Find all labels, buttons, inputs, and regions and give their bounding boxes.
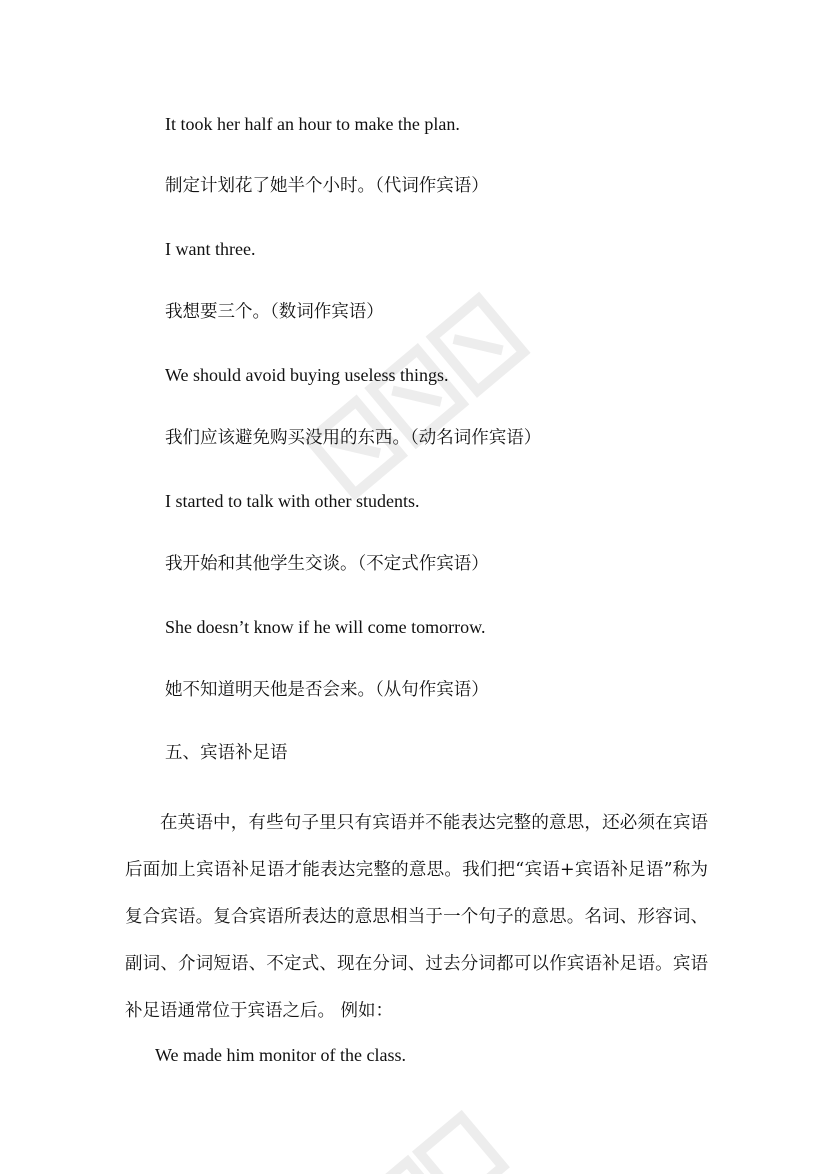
example-sentence-zh: 我开始和其他学生交谈。（不定式作宾语）: [165, 554, 489, 574]
example-sentence-en: I started to talk with other students.: [165, 491, 420, 511]
example-sentence-zh: 我们应该避免购买没用的东西。（动名词作宾语）: [165, 428, 542, 448]
example-sentence-zh: 她不知道明天他是否会来。（从句作宾语）: [165, 680, 489, 700]
section-heading: 五、宾语补足语: [165, 743, 288, 763]
body-paragraph: 在英语中，有些句子里只有宾语并不能表达完整的意思，还必须在宾语后面加上宾语补足语才能表达完整的意思。我们把“宾语+宾语补足语”称为复合宾语。复合宾语所表达的意思相当于一个句子的意思。名词、形容词、副词、介词短语、不定式、现在分词、过去分词都可以作宾语补足语。宾语补足语通常位于宾语之后。 例如：: [125, 813, 708, 1021]
example-sentence-en: We should avoid buying useless things.: [165, 365, 449, 385]
example-sentence-zh: 制定计划花了她半个小时。（代词作宾语）: [165, 176, 489, 196]
example-sentence-en: I want three.: [165, 239, 256, 259]
example-sentence-zh: 我想要三个。（数词作宾语）: [165, 302, 384, 322]
example-sentence-en: We made him monitor of the class.: [155, 1045, 406, 1065]
example-sentence-en: She doesn’t know if he will come tomorrow.: [165, 617, 486, 637]
watermark: [330, 1060, 590, 1174]
example-sentence-en: It took her half an hour to make the plan.: [165, 114, 460, 134]
